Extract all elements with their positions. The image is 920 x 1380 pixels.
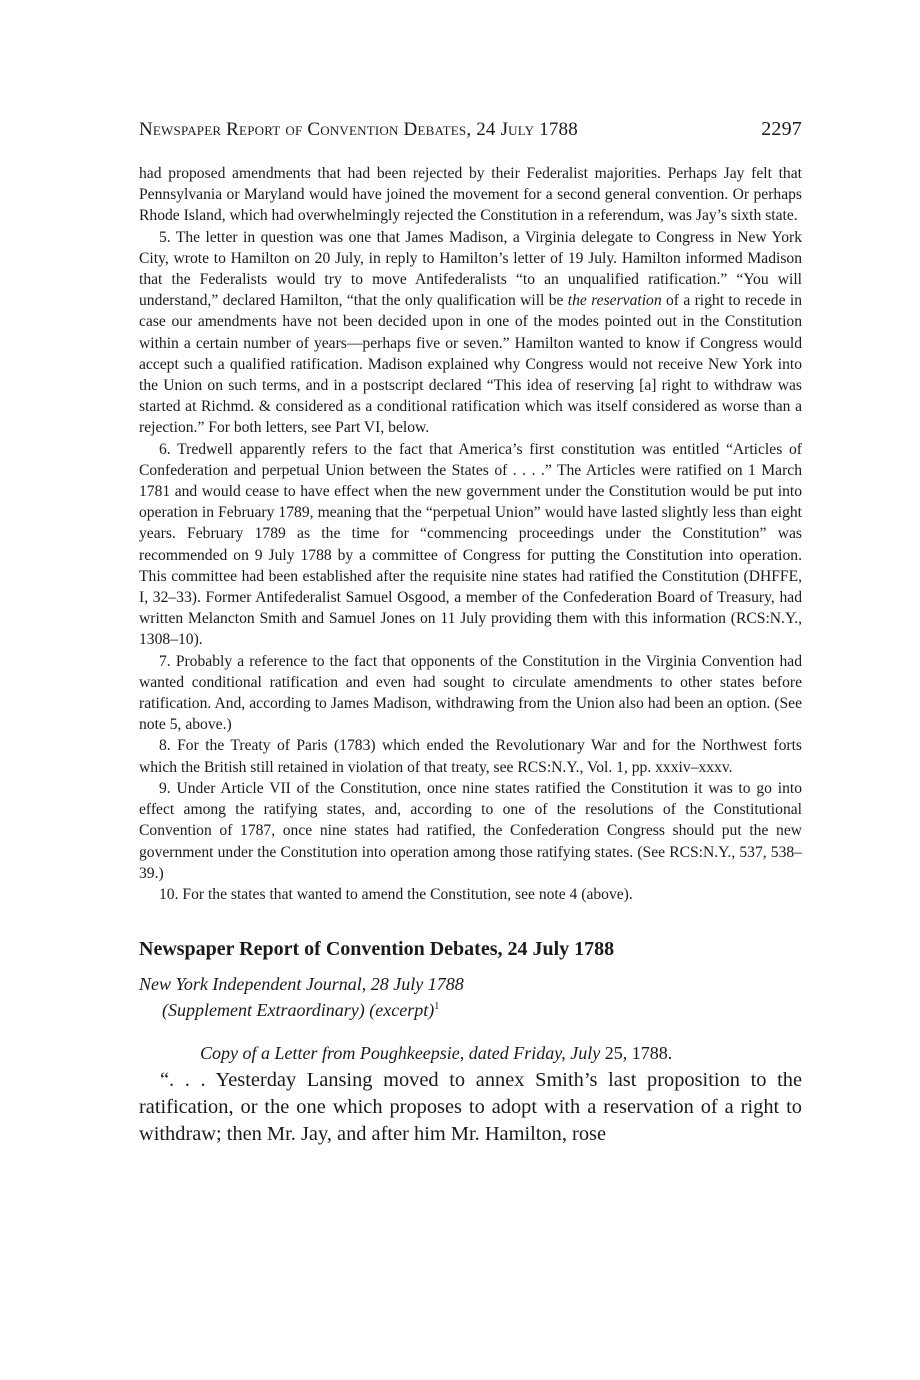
note-10: 10. For the states that wanted to amend the Constitution, see note 4 (above). [159,885,633,903]
source-line-2 [139,997,802,1023]
running-head [139,118,802,141]
note-6: 6. Tredwell apparently refers to the fact that America’s first constitution was entitled “Articles of Confederation and perpetual Union between the States of . . . .” The Articles were ratified on 1 March 1781 and would cease to have effect when the new government under the Constitution would be put into operation in February 1789, meaning that the “perpetual Union” would have lasted slightly less than eight years. February 1789 as the time for “commencing proceedings under the Constitution” was recommended on 9 July 1788 by a committee of Congress for putting the Constitution into operation. This committee had been established after the requisite nine states had ratified the Constitution (DHFFE, I, 32–33). Former Antifederalist Samuel Osgood, a member of the Confederation Board of Treasury, had written Melancton Smith and Samuel Jones on 11 July providing them with this information (RCS:N.Y., 1308–10). [139,440,802,649]
note-5-italic: the reservation [567,292,662,310]
note-9: 9. Under Article VII of the Constitution, once nine states ratified the Constitution it was to go into effect among the ratifying states, and, according to one of the resolutions of the Constitutional Convention of 1787, once nine states had ratified, the Confederation Congress should put the new government under the Constitution into operation among those ratifying states. (See RCS:N.Y., 537, 538–39.) [139,779,802,882]
note-8: 8. For the Treaty of Paris (1783) which ended the Revolutionary War and for the Northwest forts which the British still retained in violation of that treaty, see RCS:N.Y., Vol. 1, pp. xxxiv–xxxv. [139,737,802,776]
document-title: Newspaper Report of Convention Debates, 24 July 1788 [139,938,615,961]
running-head-title: Newspaper Report of Convention Debates, 24 July 1788 [139,119,578,140]
dateline-italic: Copy of a Letter from Poughkeepsie, dated Friday, July [200,1043,601,1064]
letter-dateline [200,1043,802,1064]
note-5-text-after: of a right to recede in case our amendments have not been decided upon in one of the modes pointed out in the Constitution within a certain number of years—perhaps five or seven.” Hamilton wanted to know if Congress would accept such a qualified ratification. Madison explained why Congress would not receive New York into the Union on such terms, and in a postscript declared “This idea of reserving [a] right to withdraw was started at Richmd. & considered as a conditional ratification which was itself considered as worse than a rejection.” For both letters, see Part VI, below. [139,292,802,437]
source-line-1: New York Independent Journal, 28 July 1788 [139,974,464,995]
endnotes [139,163,802,905]
document-source [139,971,802,1023]
source-line-2-text: (Supplement Extraordinary) (excerpt) [162,1000,435,1021]
page-number: 2297 [761,118,802,140]
dateline-date: 25, 1788. [600,1043,673,1064]
note-continuation: had proposed amendments that had been rejected by their Federalist majorities. Perhaps Jay felt that Pennsylvania or Maryland would have joined the movement for a second general convention. Or perhaps Rhode Island, which had overwhelmingly rejected the Constitution in a referendum, was Jay’s sixth state. [139,165,802,225]
page [139,118,802,1148]
letter-body [139,1067,802,1148]
note-7: 7. Probably a reference to the fact that opponents of the Constitution in the Virginia Convention had wanted conditional ratification and even had sought to circulate amendments to other states before ratification. And, according to James Madison, withdrawing from the Union also had been an option. (See note 5, above.) [139,652,802,734]
note-5 [139,227,802,439]
letter-paragraph: “. . . Yesterday Lansing moved to annex Smith’s last proposition to the ratification, or the one which proposes to adopt with a reservation of a right to withdraw; then Mr. Jay, and after him Mr. Hamilton, rose [139,1069,802,1146]
footnote-ref: 1 [434,1001,440,1013]
note-5-text-before: 5. The letter in question was one that James Madison, a Virginia delegate to Congress in New York City, wrote to Hamilton on 20 July, in reply to Hamilton’s letter of 19 July. Hamilton informed Madison that the Federalists would try to move Antifederalists “to an unqualified ratification.” “You will understand,” declared Hamilton, “that the only qualification will be [139,228,802,310]
